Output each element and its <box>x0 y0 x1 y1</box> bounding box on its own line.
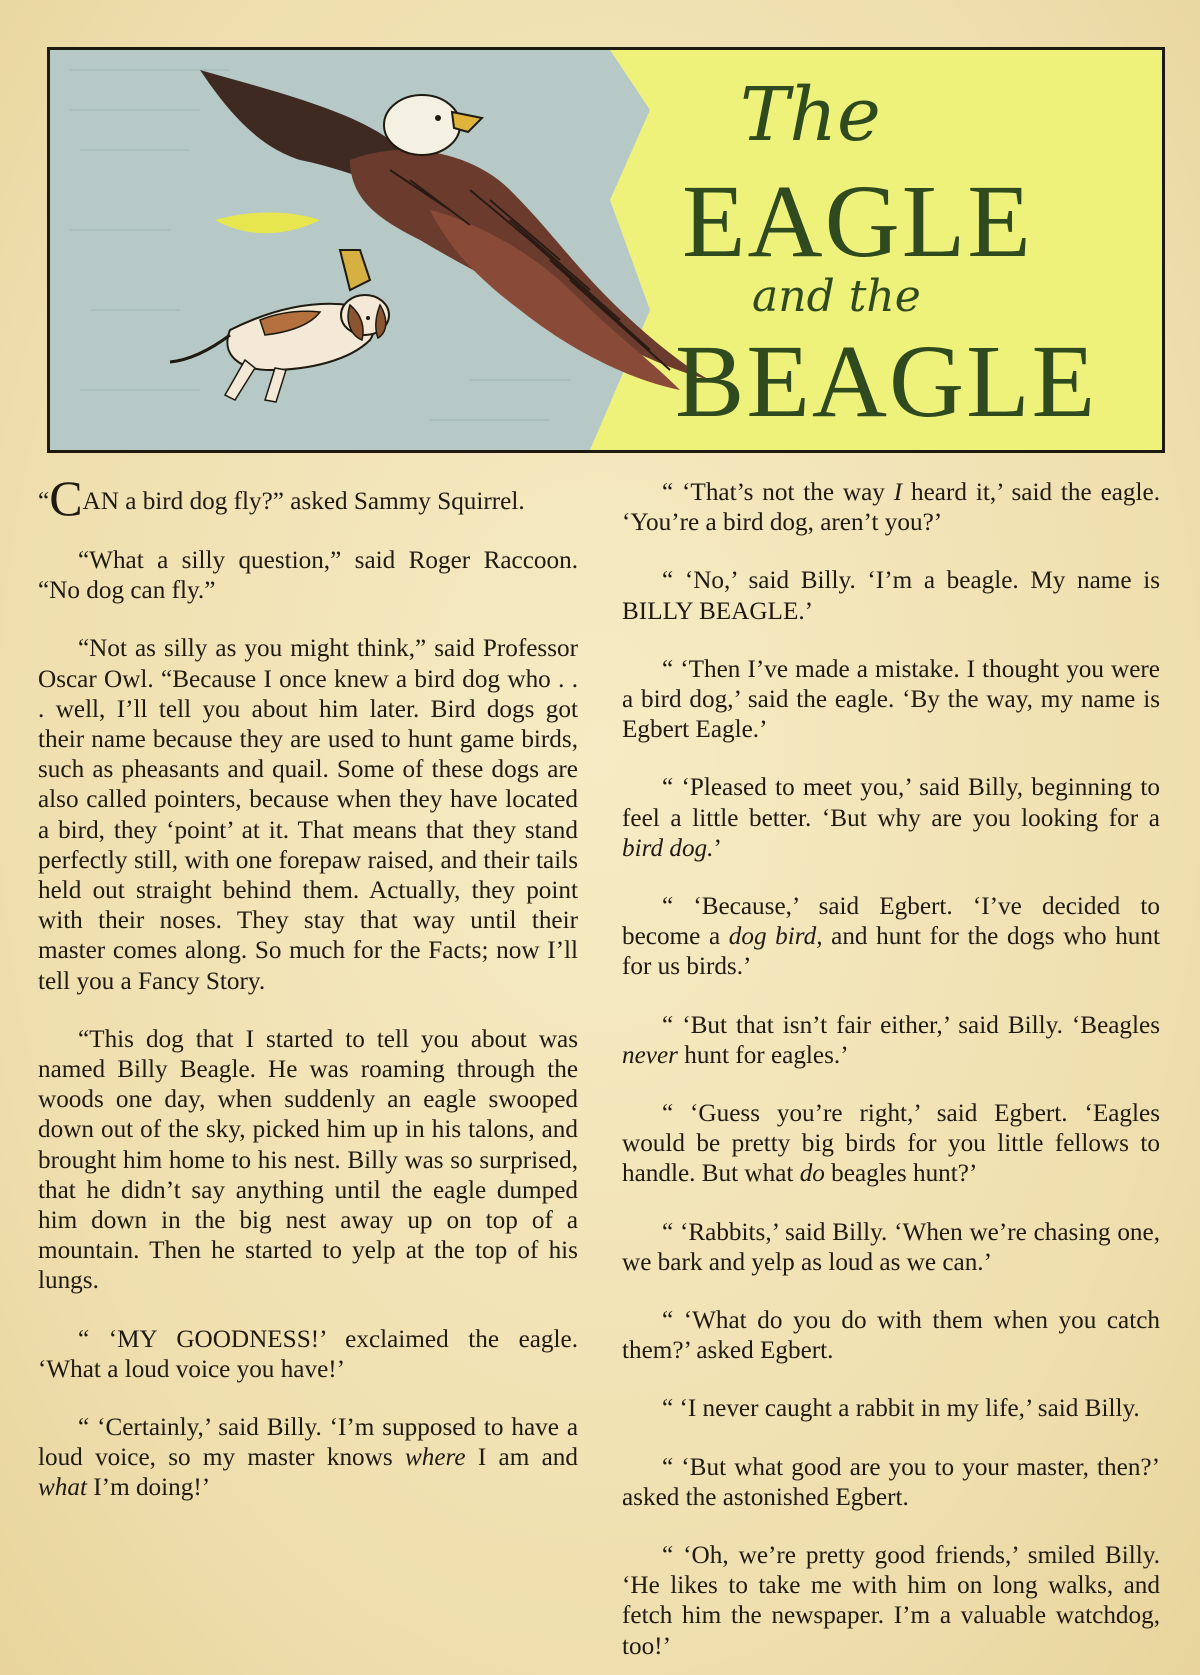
eagle-eye <box>435 115 441 121</box>
left-column <box>38 470 578 1532</box>
paragraph-text: “ ‘That’s not the way <box>662 479 894 506</box>
paragraph <box>622 1099 1160 1190</box>
paragraph <box>38 1413 578 1504</box>
emphasis: never <box>622 1041 678 1069</box>
paragraph-text: and hunt for the dogs who hunt for us birds.’ <box>622 923 1160 981</box>
paragraph-text: “ ‘Certainly,’ said Billy. ‘I’m supposed to have a loud voice, so my master knows <box>38 1414 578 1472</box>
paragraph: “ ‘But what good are you to your master, then?’ asked the astonished Egbert. <box>622 1453 1160 1511</box>
paragraph <box>38 470 578 526</box>
paragraph: “ ‘What do you do with them when you catch them?’ asked Egbert. <box>622 1307 1160 1365</box>
title-panel <box>47 47 1165 453</box>
emphasis: I <box>893 479 903 506</box>
paragraph: “Not as silly as you might think,” said Professor Oscar Owl. “Because I once knew a bird dog who . . . well, I’ll tell you about him later. Bird dogs got their name because they are used to hunt game birds, such as pheasants and quail. Some of these dogs are also called pointers, because when they have located a bird, they ‘point’ at it. That means that they stand perfectly still, with one forepaw raised, and their tails held out straight behind them. Actually, they point with their noses. They stay that way until their master comes along. So much for the Facts; now I’ll tell you a Fancy Story. <box>38 635 578 995</box>
paragraph-text: I am and <box>465 1444 578 1472</box>
paragraph: “ ‘Then I’ve made a mistake. I thought you were a bird dog,’ said the eagle. ‘By the way, my name is Egbert Eagle.’ <box>622 655 1160 744</box>
title-and-the: and the <box>752 271 921 322</box>
emphasis: bird dog. <box>622 834 714 862</box>
emphasis: dog bird, <box>728 923 823 951</box>
emphasis: where <box>404 1444 466 1472</box>
title-the: The <box>740 72 881 158</box>
title-beagle: BEAGLE <box>675 324 1098 439</box>
paragraph <box>622 478 1160 538</box>
paragraph: “ ‘MY GOODNESS!’ exclaimed the eagle. ‘What a loud voice you have!’ <box>38 1325 578 1383</box>
paragraph: “ ‘I never caught a rabbit in my life,’ said Billy. <box>662 1395 1140 1423</box>
paragraph-text: hunt for eagles.’ <box>677 1041 849 1069</box>
emphasis: what <box>38 1474 87 1502</box>
emphasis: do <box>799 1160 825 1188</box>
paragraph-text: “ ‘Because,’ said Egbert. ‘I’ve decided to become a <box>622 893 1160 951</box>
paragraph: “ ‘No,’ said Billy. ‘I’m a beagle. My name is BILLY BEAGLE.’ <box>622 567 1160 625</box>
title-eagle: EAGLE <box>682 164 1033 279</box>
eagle-head <box>384 95 460 155</box>
paragraph-text: ’ <box>713 834 722 862</box>
paragraph-text: beagles hunt?’ <box>824 1160 978 1188</box>
paragraph-text: heard it,’ said the eagle. ‘You’re a bird dog, aren’t you?’ <box>622 479 1160 537</box>
paragraph-text: AN a bird dog fly?” asked Sammy Squirrel. <box>82 488 525 515</box>
paragraph <box>622 892 1160 983</box>
paragraph: “ ‘Oh, we’re pretty good friends,’ smiled Billy. ‘He likes to take me with him on long walks, and fetch him the newspaper. I’m a valuable watchdog, too!’ <box>622 1542 1160 1660</box>
paragraph: “ ‘Rabbits,’ said Billy. ‘When we’re chasing one, we bark and yelp as loud as we can.’ <box>622 1218 1160 1276</box>
paragraph-text: I’m doing!’ <box>87 1474 211 1502</box>
opening-quote: “ <box>38 488 50 515</box>
paragraph: “This dog that I started to tell you about was named Billy Beagle. He was roaming through the woods one day, when suddenly an eagle swooped down out of the sky, picked him up in his talons, and brought him home to his nest. Billy was so surprised, that he didn’t say anything until the eagle dumped him down in the big nest away up on top of a mountain. Then he started to yelp at the top of his lungs. <box>38 1025 578 1295</box>
paragraph: “What a silly question,” said Roger Raccoon. “No dog can fly.” <box>38 547 578 605</box>
drop-cap: C <box>49 470 83 526</box>
right-column <box>622 478 1160 1675</box>
paragraph-text: “ ‘Pleased to meet you,’ said Billy, beginning to feel a little better. ‘But why are you looking for a <box>622 774 1160 832</box>
paragraph-text: “ ‘Guess you’re right,’ said Egbert. ‘Eagles would be pretty big birds for you little fellows to handle. But what <box>622 1100 1160 1188</box>
paragraph <box>622 773 1160 864</box>
paragraph-text: “ ‘But that isn’t fair either,’ said Billy. ‘Beagles <box>662 1011 1160 1039</box>
paragraph <box>622 1011 1160 1071</box>
